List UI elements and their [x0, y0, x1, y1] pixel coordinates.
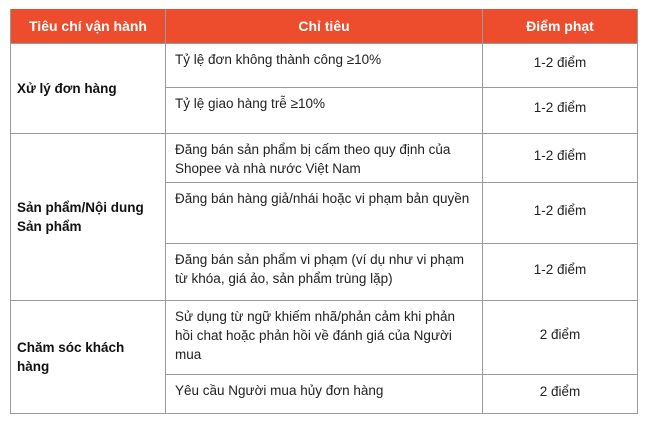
points-cell: 1-2 điểm: [483, 44, 638, 88]
penalty-points-table-container: [10, 9, 637, 414]
table-row: [11, 134, 638, 183]
indicator-cell: Đăng bán sản phẩm vi phạm (ví dụ như vi phạm từ khóa, giá ảo, sản phẩm trùng lặp): [166, 244, 483, 301]
criteria-cell: Chăm sóc khách hàng: [11, 301, 166, 414]
indicator-cell: Sử dụng từ ngữ khiếm nhã/phản cảm khi phản hồi chat hoặc phản hồi về đánh giá của Người mua: [166, 301, 483, 375]
header-indicator: Chỉ tiêu: [166, 9, 483, 44]
points-cell: 1-2 điểm: [483, 244, 638, 301]
points-cell: 2 điểm: [483, 301, 638, 375]
table-header-row: [11, 9, 638, 44]
indicator-cell: Tỷ lệ giao hàng trễ ≥10%: [166, 88, 483, 134]
indicator-cell: Tỷ lệ đơn không thành công ≥10%: [166, 44, 483, 88]
indicator-cell: Đăng bán sản phẩm bị cấm theo quy định của Shopee và nhà nước Việt Nam: [166, 134, 483, 183]
points-cell: 1-2 điểm: [483, 183, 638, 244]
table-row: [11, 301, 638, 375]
indicator-cell: Đăng bán hàng giả/nhái hoặc vi phạm bản quyền: [166, 183, 483, 244]
header-points: Điểm phạt: [483, 9, 638, 44]
points-cell: 2 điểm: [483, 375, 638, 414]
points-cell: 1-2 điểm: [483, 134, 638, 183]
header-criteria: Tiêu chí vận hành: [11, 9, 166, 44]
points-cell: 1-2 điểm: [483, 88, 638, 134]
table-row: [11, 44, 638, 88]
penalty-points-table: [10, 9, 638, 414]
criteria-cell: Xử lý đơn hàng: [11, 44, 166, 134]
indicator-cell: Yêu cầu Người mua hủy đơn hàng: [166, 375, 483, 414]
criteria-cell: Sản phẩm/Nội dung Sản phẩm: [11, 134, 166, 301]
